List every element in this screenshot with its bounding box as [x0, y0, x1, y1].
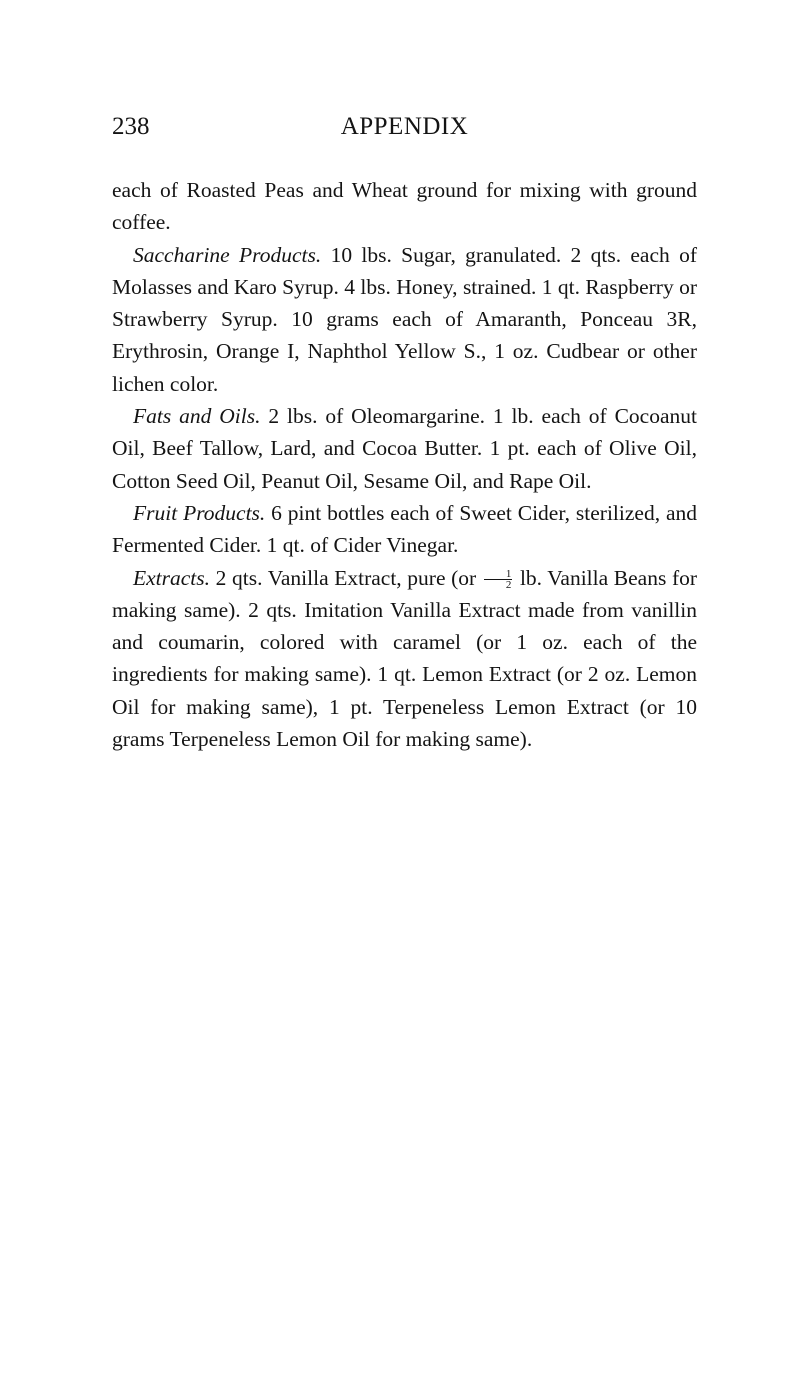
section-heading: Extracts. [133, 565, 211, 590]
book-page [112, 112, 697, 755]
paragraph-saccharine-products [112, 239, 697, 400]
section-heading: Saccharine Products. [133, 242, 322, 267]
paragraph-text: 2 lbs. of Oleomargarine. 1 lb. each of Cocoanut Oil, Beef Tallow, Lard, and Cocoa Butter. 1 pt. each of Olive Oil, Cotton Seed Oil, Peanut Oil, Sesame Oil, and Rape Oil. [112, 404, 697, 493]
paragraph-text-after-fraction: lb. Vanilla Beans for making same). 2 qts. Imitation Vanilla Extract made from vanillin and coumarin, colored with caramel (or 1 oz. each of the ingredients for making same). 1 qt. Lemon Extract (or 2 oz. Lemon Oil for making same), 1 pt. Terpeneless Lemon Extract (or 10 grams Terpeneless Lemon Oil for making same). [112, 565, 698, 752]
paragraph-continuation [112, 174, 697, 239]
paragraph-text: each of Roasted Peas and Wheat ground for mixing with ground coffee. [112, 178, 697, 235]
paragraph-fruit-products [112, 497, 697, 562]
body-text [112, 174, 697, 755]
section-heading: Fats and Oils. [133, 404, 261, 429]
section-heading: Fruit Products. [133, 500, 266, 525]
running-head [112, 112, 697, 142]
page-number: 238 [112, 113, 150, 140]
paragraph-text-before-fraction: 2 qts. Vanilla Extract, pure (or [215, 565, 477, 590]
paragraph-fats-and-oils [112, 400, 697, 497]
running-title: APPENDIX [340, 113, 469, 140]
paragraph-extracts [112, 562, 697, 756]
fraction-denominator: 2 [505, 579, 512, 592]
fraction-one-half [484, 569, 513, 590]
fraction-numerator: 1 [484, 569, 513, 580]
paragraph-text: 10 lbs. Sugar, granulated. 2 qts. each of Molasses and Karo Syrup. 4 lbs. Honey, strained. 1 qt. Raspberry or Strawberry Syrup. 10 grams each of Amaranth, Ponceau 3R, Erythrosin, Orange I, Naphthol Yellow S., 1 oz. Cudbear or other lichen color. [112, 242, 697, 396]
paragraph-text: 6 pint bottles each of Sweet Cider, sterilized, and Fermented Cider. 1 qt. of Cider Vinegar. [112, 500, 697, 558]
